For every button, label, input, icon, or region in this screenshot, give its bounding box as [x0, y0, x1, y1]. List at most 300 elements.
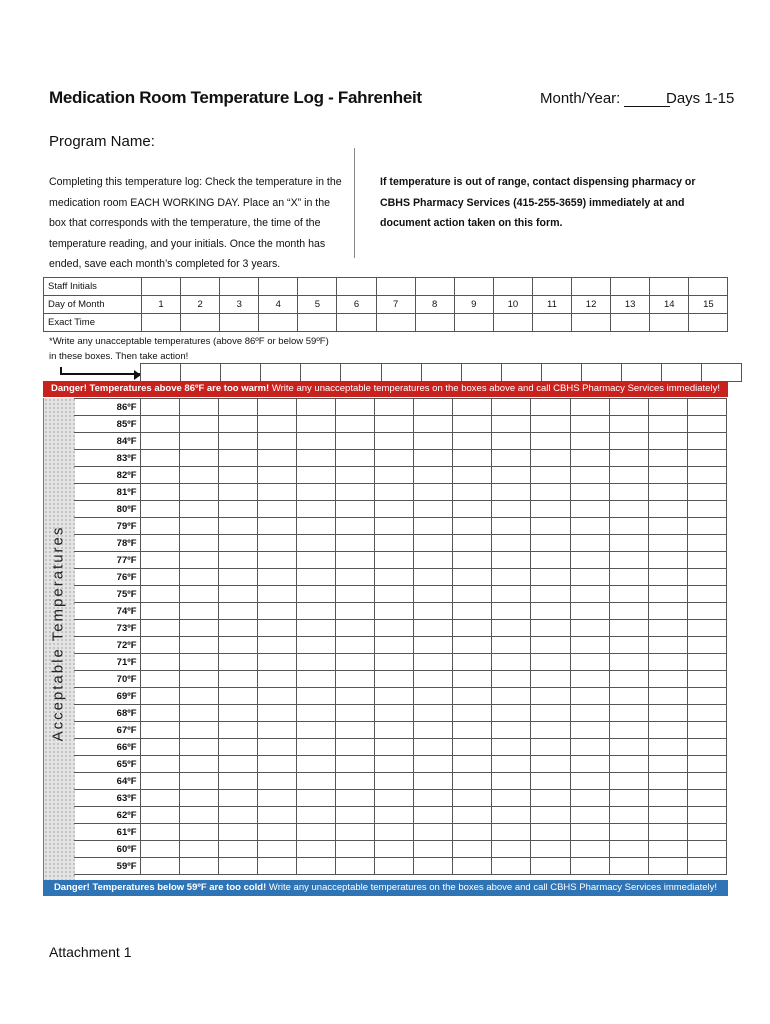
temperature-check-cell[interactable]	[414, 620, 453, 637]
temperature-check-cell[interactable]	[296, 433, 335, 450]
temperature-check-cell[interactable]	[140, 450, 179, 467]
temperature-check-cell[interactable]	[609, 603, 648, 620]
temperature-check-cell[interactable]	[570, 637, 609, 654]
temperature-check-cell[interactable]	[179, 552, 218, 569]
temperature-check-cell[interactable]	[609, 637, 648, 654]
temperature-check-cell[interactable]	[179, 841, 218, 858]
temperature-check-cell[interactable]	[140, 807, 179, 824]
temperature-check-cell[interactable]	[648, 620, 687, 637]
temperature-check-cell[interactable]	[453, 722, 492, 739]
temperature-check-cell[interactable]	[218, 586, 257, 603]
temperature-check-cell[interactable]	[257, 620, 296, 637]
initials-cell[interactable]	[415, 278, 454, 296]
temperature-check-cell[interactable]	[414, 807, 453, 824]
temperature-check-cell[interactable]	[335, 399, 374, 416]
time-cell[interactable]	[532, 314, 571, 332]
temperature-check-cell[interactable]	[375, 790, 414, 807]
temperature-check-cell[interactable]	[414, 501, 453, 518]
temperature-check-cell[interactable]	[414, 654, 453, 671]
temperature-check-cell[interactable]	[414, 586, 453, 603]
temperature-check-cell[interactable]	[335, 671, 374, 688]
temperature-check-cell[interactable]	[414, 705, 453, 722]
temperature-check-cell[interactable]	[218, 756, 257, 773]
temperature-check-cell[interactable]	[179, 688, 218, 705]
temperature-check-cell[interactable]	[453, 654, 492, 671]
temperature-check-cell[interactable]	[296, 756, 335, 773]
temperature-check-cell[interactable]	[609, 552, 648, 569]
temperature-check-cell[interactable]	[609, 773, 648, 790]
temperature-check-cell[interactable]	[218, 518, 257, 535]
temperature-check-cell[interactable]	[179, 756, 218, 773]
temperature-check-cell[interactable]	[375, 586, 414, 603]
temperature-check-cell[interactable]	[375, 467, 414, 484]
temperature-check-cell[interactable]	[531, 450, 570, 467]
temperature-check-cell[interactable]	[609, 450, 648, 467]
temperature-check-cell[interactable]	[453, 535, 492, 552]
temperature-check-cell[interactable]	[296, 739, 335, 756]
unacceptable-temp-cell[interactable]	[341, 364, 381, 382]
temperature-check-cell[interactable]	[296, 552, 335, 569]
temperature-check-cell[interactable]	[335, 790, 374, 807]
temperature-check-cell[interactable]	[453, 433, 492, 450]
temperature-check-cell[interactable]	[609, 654, 648, 671]
temperature-check-cell[interactable]	[375, 484, 414, 501]
temperature-check-cell[interactable]	[414, 518, 453, 535]
temperature-check-cell[interactable]	[609, 518, 648, 535]
temperature-check-cell[interactable]	[296, 416, 335, 433]
temperature-check-cell[interactable]	[218, 603, 257, 620]
temperature-check-cell[interactable]	[218, 433, 257, 450]
temperature-check-cell[interactable]	[296, 501, 335, 518]
temperature-check-cell[interactable]	[179, 824, 218, 841]
temperature-check-cell[interactable]	[453, 501, 492, 518]
temperature-check-cell[interactable]	[648, 552, 687, 569]
temperature-check-cell[interactable]	[648, 535, 687, 552]
unacceptable-temp-cell[interactable]	[702, 364, 742, 382]
temperature-check-cell[interactable]	[492, 433, 531, 450]
temperature-check-cell[interactable]	[375, 399, 414, 416]
temperature-check-cell[interactable]	[375, 518, 414, 535]
temperature-check-cell[interactable]	[257, 807, 296, 824]
temperature-check-cell[interactable]	[687, 858, 726, 875]
temperature-check-cell[interactable]	[414, 790, 453, 807]
temperature-check-cell[interactable]	[375, 824, 414, 841]
temperature-check-cell[interactable]	[335, 518, 374, 535]
temperature-check-cell[interactable]	[218, 688, 257, 705]
temperature-check-cell[interactable]	[257, 450, 296, 467]
temperature-check-cell[interactable]	[687, 841, 726, 858]
temperature-check-cell[interactable]	[257, 705, 296, 722]
temperature-check-cell[interactable]	[296, 790, 335, 807]
temperature-check-cell[interactable]	[218, 773, 257, 790]
temperature-check-cell[interactable]	[609, 671, 648, 688]
temperature-check-cell[interactable]	[531, 790, 570, 807]
temperature-check-cell[interactable]	[296, 569, 335, 586]
temperature-check-cell[interactable]	[453, 790, 492, 807]
temperature-check-cell[interactable]	[375, 552, 414, 569]
temperature-check-cell[interactable]	[335, 433, 374, 450]
time-cell[interactable]	[650, 314, 689, 332]
temperature-check-cell[interactable]	[492, 790, 531, 807]
temperature-check-cell[interactable]	[531, 688, 570, 705]
temperature-check-cell[interactable]	[257, 484, 296, 501]
temperature-check-cell[interactable]	[140, 722, 179, 739]
temperature-check-cell[interactable]	[375, 722, 414, 739]
temperature-check-cell[interactable]	[648, 824, 687, 841]
temperature-check-cell[interactable]	[492, 569, 531, 586]
temperature-check-cell[interactable]	[570, 739, 609, 756]
temperature-check-cell[interactable]	[179, 586, 218, 603]
temperature-check-cell[interactable]	[140, 586, 179, 603]
temperature-check-cell[interactable]	[531, 552, 570, 569]
temperature-check-cell[interactable]	[570, 518, 609, 535]
temperature-check-cell[interactable]	[335, 535, 374, 552]
temperature-check-cell[interactable]	[609, 535, 648, 552]
temperature-check-cell[interactable]	[687, 705, 726, 722]
temperature-check-cell[interactable]	[531, 773, 570, 790]
initials-cell[interactable]	[611, 278, 650, 296]
temperature-check-cell[interactable]	[218, 450, 257, 467]
temperature-check-cell[interactable]	[296, 722, 335, 739]
temperature-check-cell[interactable]	[257, 858, 296, 875]
initials-cell[interactable]	[376, 278, 415, 296]
temperature-check-cell[interactable]	[140, 603, 179, 620]
temperature-check-cell[interactable]	[492, 671, 531, 688]
temperature-check-cell[interactable]	[296, 620, 335, 637]
temperature-check-cell[interactable]	[296, 688, 335, 705]
temperature-check-cell[interactable]	[453, 484, 492, 501]
temperature-check-cell[interactable]	[570, 654, 609, 671]
temperature-check-cell[interactable]	[453, 620, 492, 637]
temperature-check-cell[interactable]	[257, 790, 296, 807]
temperature-check-cell[interactable]	[570, 586, 609, 603]
temperature-check-cell[interactable]	[531, 518, 570, 535]
temperature-check-cell[interactable]	[179, 467, 218, 484]
temperature-check-cell[interactable]	[335, 484, 374, 501]
temperature-check-cell[interactable]	[531, 637, 570, 654]
temperature-check-cell[interactable]	[648, 807, 687, 824]
temperature-check-cell[interactable]	[453, 773, 492, 790]
temperature-check-cell[interactable]	[453, 824, 492, 841]
temperature-check-cell[interactable]	[179, 671, 218, 688]
temperature-check-cell[interactable]	[257, 467, 296, 484]
temperature-check-cell[interactable]	[492, 722, 531, 739]
temperature-check-cell[interactable]	[179, 433, 218, 450]
initials-cell[interactable]	[532, 278, 571, 296]
temperature-check-cell[interactable]	[140, 501, 179, 518]
temperature-check-cell[interactable]	[179, 637, 218, 654]
temperature-check-cell[interactable]	[414, 637, 453, 654]
temperature-check-cell[interactable]	[218, 637, 257, 654]
temperature-check-cell[interactable]	[453, 807, 492, 824]
temperature-check-cell[interactable]	[570, 756, 609, 773]
temperature-check-cell[interactable]	[218, 671, 257, 688]
initials-cell[interactable]	[689, 278, 728, 296]
temperature-check-cell[interactable]	[296, 824, 335, 841]
temperature-check-cell[interactable]	[687, 671, 726, 688]
temperature-check-cell[interactable]	[375, 535, 414, 552]
temperature-check-cell[interactable]	[140, 518, 179, 535]
temperature-check-cell[interactable]	[492, 654, 531, 671]
unacceptable-temp-cell[interactable]	[541, 364, 581, 382]
temperature-check-cell[interactable]	[257, 824, 296, 841]
time-cell[interactable]	[376, 314, 415, 332]
temperature-check-cell[interactable]	[648, 841, 687, 858]
temperature-check-cell[interactable]	[570, 467, 609, 484]
temperature-check-cell[interactable]	[140, 637, 179, 654]
time-cell[interactable]	[259, 314, 298, 332]
temperature-check-cell[interactable]	[570, 569, 609, 586]
temperature-check-cell[interactable]	[414, 671, 453, 688]
temperature-check-cell[interactable]	[296, 484, 335, 501]
initials-cell[interactable]	[181, 278, 220, 296]
temperature-check-cell[interactable]	[296, 637, 335, 654]
temperature-check-cell[interactable]	[648, 501, 687, 518]
temperature-check-cell[interactable]	[257, 637, 296, 654]
temperature-check-cell[interactable]	[218, 569, 257, 586]
temperature-check-cell[interactable]	[609, 433, 648, 450]
temperature-check-cell[interactable]	[570, 824, 609, 841]
temperature-check-cell[interactable]	[140, 739, 179, 756]
temperature-check-cell[interactable]	[140, 824, 179, 841]
temperature-check-cell[interactable]	[140, 705, 179, 722]
temperature-check-cell[interactable]	[296, 535, 335, 552]
initials-cell[interactable]	[650, 278, 689, 296]
temperature-check-cell[interactable]	[570, 603, 609, 620]
temperature-check-cell[interactable]	[257, 688, 296, 705]
temperature-check-cell[interactable]	[648, 450, 687, 467]
temperature-check-cell[interactable]	[218, 722, 257, 739]
temperature-check-cell[interactable]	[648, 671, 687, 688]
temperature-check-cell[interactable]	[687, 450, 726, 467]
initials-cell[interactable]	[220, 278, 259, 296]
temperature-check-cell[interactable]	[648, 433, 687, 450]
temperature-check-cell[interactable]	[257, 841, 296, 858]
time-cell[interactable]	[454, 314, 493, 332]
temperature-check-cell[interactable]	[296, 467, 335, 484]
temperature-check-cell[interactable]	[648, 722, 687, 739]
temperature-check-cell[interactable]	[531, 467, 570, 484]
unacceptable-temp-cell[interactable]	[582, 364, 622, 382]
temperature-check-cell[interactable]	[218, 416, 257, 433]
temperature-check-cell[interactable]	[648, 399, 687, 416]
temperature-check-cell[interactable]	[335, 603, 374, 620]
temperature-check-cell[interactable]	[179, 569, 218, 586]
temperature-check-cell[interactable]	[687, 535, 726, 552]
temperature-check-cell[interactable]	[492, 586, 531, 603]
temperature-check-cell[interactable]	[257, 552, 296, 569]
temperature-check-cell[interactable]	[687, 654, 726, 671]
temperature-check-cell[interactable]	[296, 603, 335, 620]
time-cell[interactable]	[337, 314, 376, 332]
temperature-check-cell[interactable]	[492, 824, 531, 841]
temperature-check-cell[interactable]	[218, 824, 257, 841]
temperature-check-cell[interactable]	[492, 467, 531, 484]
temperature-check-cell[interactable]	[257, 739, 296, 756]
temperature-check-cell[interactable]	[492, 773, 531, 790]
initials-cell[interactable]	[337, 278, 376, 296]
temperature-check-cell[interactable]	[648, 416, 687, 433]
time-cell[interactable]	[611, 314, 650, 332]
temperature-check-cell[interactable]	[609, 756, 648, 773]
temperature-check-cell[interactable]	[453, 671, 492, 688]
temperature-check-cell[interactable]	[609, 790, 648, 807]
temperature-check-cell[interactable]	[218, 501, 257, 518]
temperature-check-cell[interactable]	[257, 416, 296, 433]
temperature-check-cell[interactable]	[648, 637, 687, 654]
month-year-field[interactable]	[540, 90, 670, 107]
temperature-check-cell[interactable]	[296, 773, 335, 790]
temperature-check-cell[interactable]	[335, 841, 374, 858]
temperature-check-cell[interactable]	[531, 722, 570, 739]
temperature-check-cell[interactable]	[296, 586, 335, 603]
temperature-check-cell[interactable]	[414, 450, 453, 467]
temperature-check-cell[interactable]	[375, 620, 414, 637]
temperature-check-cell[interactable]	[531, 399, 570, 416]
temperature-check-cell[interactable]	[531, 484, 570, 501]
temperature-check-cell[interactable]	[218, 790, 257, 807]
temperature-check-cell[interactable]	[375, 637, 414, 654]
temperature-check-cell[interactable]	[335, 858, 374, 875]
temperature-check-cell[interactable]	[609, 467, 648, 484]
temperature-check-cell[interactable]	[453, 416, 492, 433]
temperature-check-cell[interactable]	[179, 620, 218, 637]
temperature-check-cell[interactable]	[492, 518, 531, 535]
temperature-check-cell[interactable]	[179, 416, 218, 433]
temperature-check-cell[interactable]	[218, 484, 257, 501]
temperature-check-cell[interactable]	[492, 705, 531, 722]
temperature-check-cell[interactable]	[453, 586, 492, 603]
temperature-check-cell[interactable]	[648, 484, 687, 501]
temperature-check-cell[interactable]	[414, 688, 453, 705]
time-cell[interactable]	[142, 314, 181, 332]
temperature-check-cell[interactable]	[492, 450, 531, 467]
temperature-check-cell[interactable]	[140, 620, 179, 637]
temperature-check-cell[interactable]	[687, 399, 726, 416]
temperature-check-cell[interactable]	[179, 399, 218, 416]
unacceptable-temp-cell[interactable]	[221, 364, 261, 382]
temperature-check-cell[interactable]	[570, 501, 609, 518]
temperature-check-cell[interactable]	[140, 790, 179, 807]
temperature-check-cell[interactable]	[687, 790, 726, 807]
temperature-check-cell[interactable]	[609, 705, 648, 722]
temperature-check-cell[interactable]	[687, 501, 726, 518]
temperature-check-cell[interactable]	[140, 552, 179, 569]
temperature-check-cell[interactable]	[687, 586, 726, 603]
temperature-check-cell[interactable]	[570, 841, 609, 858]
time-cell[interactable]	[493, 314, 532, 332]
temperature-check-cell[interactable]	[179, 484, 218, 501]
temperature-check-cell[interactable]	[531, 416, 570, 433]
temperature-check-cell[interactable]	[687, 637, 726, 654]
temperature-check-cell[interactable]	[648, 739, 687, 756]
temperature-check-cell[interactable]	[375, 858, 414, 875]
time-cell[interactable]	[415, 314, 454, 332]
temperature-check-cell[interactable]	[335, 552, 374, 569]
temperature-check-cell[interactable]	[609, 501, 648, 518]
temperature-check-cell[interactable]	[414, 535, 453, 552]
unacceptable-temp-cell[interactable]	[381, 364, 421, 382]
temperature-check-cell[interactable]	[218, 654, 257, 671]
temperature-check-cell[interactable]	[687, 484, 726, 501]
temperature-check-cell[interactable]	[492, 501, 531, 518]
initials-cell[interactable]	[298, 278, 337, 296]
temperature-check-cell[interactable]	[531, 501, 570, 518]
temperature-check-cell[interactable]	[609, 620, 648, 637]
temperature-check-cell[interactable]	[375, 773, 414, 790]
temperature-check-cell[interactable]	[492, 756, 531, 773]
temperature-check-cell[interactable]	[296, 518, 335, 535]
temperature-check-cell[interactable]	[570, 773, 609, 790]
temperature-check-cell[interactable]	[531, 858, 570, 875]
temperature-check-cell[interactable]	[140, 688, 179, 705]
temperature-check-cell[interactable]	[257, 501, 296, 518]
temperature-check-cell[interactable]	[296, 450, 335, 467]
temperature-check-cell[interactable]	[570, 688, 609, 705]
temperature-check-cell[interactable]	[687, 433, 726, 450]
temperature-check-cell[interactable]	[648, 773, 687, 790]
temperature-check-cell[interactable]	[179, 654, 218, 671]
temperature-check-cell[interactable]	[414, 756, 453, 773]
temperature-check-cell[interactable]	[453, 569, 492, 586]
temperature-check-cell[interactable]	[375, 671, 414, 688]
temperature-check-cell[interactable]	[414, 773, 453, 790]
temperature-check-cell[interactable]	[570, 535, 609, 552]
temperature-check-cell[interactable]	[531, 739, 570, 756]
temperature-check-cell[interactable]	[179, 790, 218, 807]
temperature-check-cell[interactable]	[257, 603, 296, 620]
initials-cell[interactable]	[142, 278, 181, 296]
temperature-check-cell[interactable]	[140, 671, 179, 688]
temperature-check-cell[interactable]	[609, 569, 648, 586]
temperature-check-cell[interactable]	[687, 518, 726, 535]
temperature-check-cell[interactable]	[648, 858, 687, 875]
temperature-check-cell[interactable]	[257, 399, 296, 416]
temperature-check-cell[interactable]	[687, 467, 726, 484]
temperature-check-cell[interactable]	[414, 739, 453, 756]
temperature-check-cell[interactable]	[140, 433, 179, 450]
temperature-check-cell[interactable]	[648, 790, 687, 807]
temperature-check-cell[interactable]	[687, 807, 726, 824]
temperature-check-cell[interactable]	[218, 552, 257, 569]
temperature-check-cell[interactable]	[453, 858, 492, 875]
temperature-check-cell[interactable]	[531, 603, 570, 620]
temperature-check-cell[interactable]	[414, 858, 453, 875]
temperature-check-cell[interactable]	[453, 552, 492, 569]
temperature-check-cell[interactable]	[609, 807, 648, 824]
temperature-check-cell[interactable]	[609, 858, 648, 875]
temperature-check-cell[interactable]	[492, 399, 531, 416]
temperature-check-cell[interactable]	[531, 535, 570, 552]
temperature-check-cell[interactable]	[335, 824, 374, 841]
temperature-check-cell[interactable]	[453, 705, 492, 722]
temperature-check-cell[interactable]	[453, 399, 492, 416]
temperature-check-cell[interactable]	[414, 603, 453, 620]
temperature-check-cell[interactable]	[414, 416, 453, 433]
temperature-check-cell[interactable]	[609, 841, 648, 858]
temperature-check-cell[interactable]	[296, 654, 335, 671]
temperature-check-cell[interactable]	[179, 739, 218, 756]
temperature-check-cell[interactable]	[179, 535, 218, 552]
temperature-check-cell[interactable]	[179, 705, 218, 722]
temperature-check-cell[interactable]	[257, 433, 296, 450]
temperature-check-cell[interactable]	[570, 416, 609, 433]
temperature-check-cell[interactable]	[570, 399, 609, 416]
initials-cell[interactable]	[259, 278, 298, 296]
temperature-check-cell[interactable]	[296, 807, 335, 824]
temperature-check-cell[interactable]	[140, 841, 179, 858]
temperature-check-cell[interactable]	[375, 654, 414, 671]
